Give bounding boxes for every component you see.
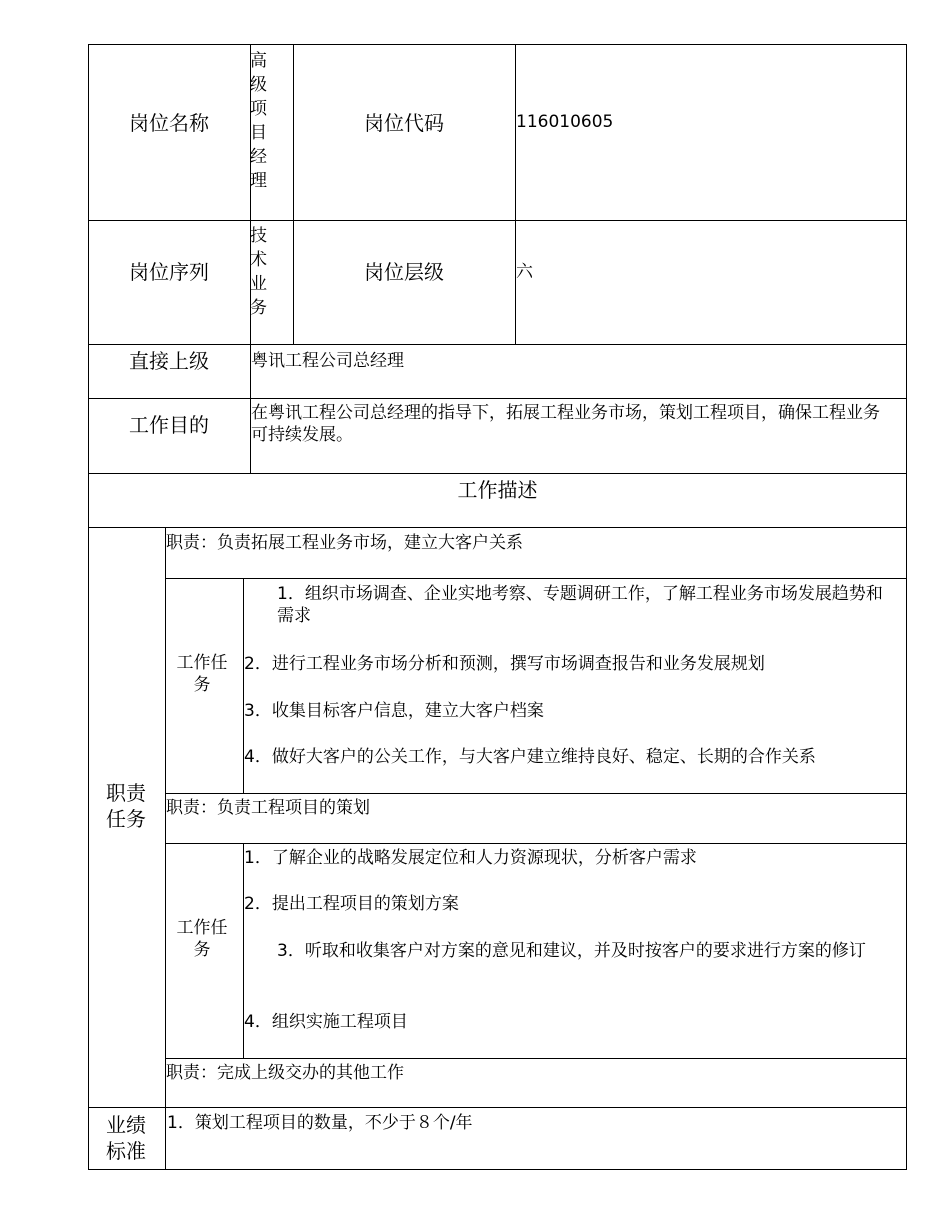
duty-title: 职责：完成上级交办的其他工作 — [166, 1063, 404, 1083]
duties-label: 职责任务 — [106, 781, 146, 831]
task-item: 1．了解企业的战略发展定位和人力资源现状，分析客户需求 — [244, 848, 697, 868]
purpose-value: 在粤讯工程公司总经理的指导下，拓展工程业务市场，策划工程项目，确保工程业务可持续发展。 — [251, 403, 880, 445]
task-item: 4．组织实施工程项目 — [244, 1012, 408, 1032]
purpose-label: 工作目的 — [129, 413, 209, 437]
task-item: 2．提出工程项目的策划方案 — [244, 894, 459, 914]
post-series-value: 技术业务 — [250, 226, 267, 318]
row-line — [165, 1058, 907, 1059]
row-line — [165, 578, 907, 579]
col-line — [515, 44, 516, 344]
superior-value: 粤讯工程公司总经理 — [251, 351, 404, 371]
task-item: 3．听取和收集客户对方案的意见和建议，并及时按客户的要求进行方案的修订 — [277, 941, 866, 961]
post-code-value: 116010605 — [516, 112, 614, 132]
post-level-label: 岗位层级 — [364, 260, 444, 284]
row-line — [88, 220, 907, 221]
row-line — [88, 398, 907, 399]
post-level-value: 六 — [516, 262, 533, 282]
superior-label: 直接上级 — [129, 349, 209, 373]
post-series-label: 岗位序列 — [129, 260, 209, 284]
post-name-label: 岗位名称 — [129, 111, 209, 135]
row-line — [88, 527, 907, 528]
duty-title: 职责：负责工程项目的策划 — [166, 798, 370, 818]
task-item: 3．收集目标客户信息，建立大客户档案 — [244, 701, 544, 721]
task-label: 工作任务 — [176, 918, 228, 960]
description-title: 工作描述 — [457, 478, 538, 502]
row-line — [88, 344, 907, 345]
row-line — [165, 843, 907, 844]
task-item: 2．进行工程业务市场分析和预测，撰写市场调查报告和业务发展规划 — [244, 654, 765, 674]
performance-label: 业绩标准 — [106, 1113, 146, 1163]
duty-title: 职责：负责拓展工程业务市场，建立大客户关系 — [166, 533, 523, 553]
row-line — [88, 1107, 907, 1108]
row-line — [165, 793, 907, 794]
task-item: 1．组织市场调查、企业实地考察、专题调研工作，了解工程业务市场发展趋势和需求 — [277, 584, 883, 626]
task-label: 工作任务 — [176, 653, 228, 695]
task-item: 4．做好大客户的公关工作，与大客户建立维持良好、稳定、长期的合作关系 — [244, 747, 816, 767]
row-line — [88, 473, 907, 474]
post-name-value: 高级项目经理 — [250, 51, 267, 191]
performance-value: 1．策划工程项目的数量，不少于８个/年 — [167, 1113, 473, 1133]
col-line — [293, 44, 294, 344]
post-code-label: 岗位代码 — [364, 111, 444, 135]
